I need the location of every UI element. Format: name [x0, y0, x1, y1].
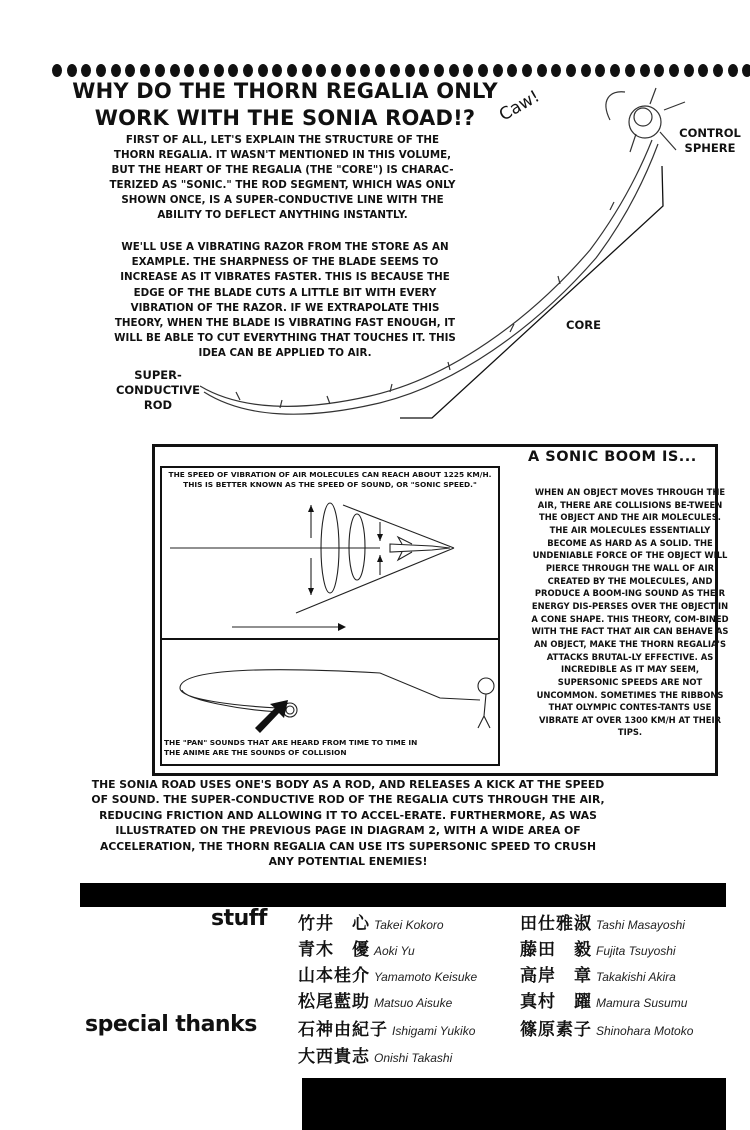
credit-entry: 竹井 心 Takei Kokoro — [298, 914, 444, 934]
credit-entry: 大西貴志 Onishi Takashi — [298, 1047, 453, 1067]
core-label: CORE — [566, 318, 601, 332]
super-conductive-rod-label: SUPER- CONDUCTIVE ROD — [115, 368, 201, 412]
pointer-arrow-icon — [255, 700, 288, 733]
credit-entry: 石神由紀子 Ishigami Yukiko — [298, 1020, 476, 1040]
conclusion-paragraph: THE SONIA ROAD USES ONE'S BODY AS A ROD, AND RELEASES A KICK AT THE SPEED OF SOUND. THE SUPER-CONDUCTIVE ROD OF THE REGALIA CUTS THROUGH THE AIR, REDUCING FRICTION AND ALLOWING IT TO ACCEL-ERATE. FURTHERMORE, AS WAS ILLUSTRATED ON THE PREVIOUS PAGE IN DIAGRAM 2, WITH A WIDE AREA OF ACCELERATION, THE THORN REGALIA CAN USE ITS SUPERSONIC SPEED TO CRUSH ANY POTENTIAL ENEMIES! — [91, 778, 605, 869]
credit-entry: 真村 躍 Mamura Susumu — [520, 992, 688, 1012]
jet-icon — [390, 537, 450, 560]
title-line-1: WHY DO THE THORN REGALIA ONLY — [72, 79, 498, 103]
speed-of-sound-caption: THE SPEED OF VIBRATION OF AIR MOLECULES CAN REACH ABOUT 1225 KM/H. THIS IS BETTER KNOWN AS THE SPEED OF SOUND, OR "SONIC SPEED." — [168, 470, 492, 489]
credit-entry: 青木 優 Aoki Yu — [298, 940, 415, 960]
black-bar-top — [80, 883, 726, 907]
sonic-boom-text: WHEN AN OBJECT MOVES THROUGH THE AIR, THERE ARE COLLISIONS BE-TWEEN THE OBJECT AND THE AIR MOLECULES. THE AIR MOLECULES ESSENTIALLY BECOME AS HARD AS A SOLID. THE UNDENIABLE FORCE OF THE OBJECT WILL PIERCE THROUGH THE WALL OF AIR CREATED BY THE MOLECULES, AND PRODUCE A BOOM-ING SOUND AS THEIR ENERGY DIS-PERSES OVER THE OBJECT IN A CONE SHAPE. THIS THEORY, COM-BINED WITH THE FACT THAT AIR CAN BEHAVE AS AN OBJECT, MAKE THE THORN REGALIA'S ATTACKS BRUTAL-LY EFFECTIVE. AS INCREDIBLE AS IT MAY SEEM, SUPERSONIC SPEEDS ARE NOT UNCOMMON. SOMETIMES THE RIBBONS THAT OLYMPIC CONTES-TANTS USE VIBRATE AT OVER 1300 KM/H AT THEIR TIPS. — [531, 487, 729, 738]
razor-paragraph: WE'LL USE A VIBRATING RAZOR FROM THE STORE AS AN EXAMPLE. THE SHARPNESS OF THE BLADE SEEMS TO INCREASE AS IT VIBRATES FASTER. THIS IS BECAUSE THE EDGE OF THE BLADE CUTS A LITTLE BIT WITH EVERY VIBRATION OF THE RAZOR. IF WE EXTRAPOLATE THIS THEORY, WHEN THE BLADE IS VIBRATING FAST ENOUGH, IT WILL BE ABLE TO CUT EVERYTHING THAT TOUCHES IT. THIS IDEA CAN BE APPLIED TO AIR. — [114, 241, 456, 360]
ribbon-loop — [180, 670, 480, 712]
credit-entry: 山本桂介 Yamamoto Keisuke — [298, 966, 478, 986]
intro-paragraph: FIRST OF ALL, LET'S EXPLAIN THE STRUCTURE OF THE THORN REGALIA. IT WASN'T MENTIONED IN THIS VOLUME, BUT THE HEART OF THE REGALIA (THE "CORE") IS CHARAC-TERIZED AS "SONIC." THE ROD SEGMENT, WHICH WAS ONLY SHOWN ONCE, IS A SUPER-CONDUCTIVE LINE WITH THE ABILITY TO DEFLECT ANYTHING INSTANTLY. — [109, 134, 456, 221]
special-thanks-heading: special thanks — [85, 1012, 257, 1037]
collision-caption: THE "PAN" SOUNDS THAT ARE HEARD FROM TIME TO TIME IN THE ANIME ARE THE SOUNDS OF COLLISION — [164, 738, 418, 757]
stuff-heading: stuff — [211, 906, 267, 931]
credit-entry: 松尾藍助 Matsuo Aisuke — [298, 992, 453, 1012]
stick-figure-head — [478, 678, 494, 694]
sonic-boom-title: A SONIC BOOM IS... — [528, 449, 697, 465]
black-bar-bottom — [302, 1078, 726, 1130]
control-sphere-label: CONTROL SPHERE — [679, 126, 741, 155]
credit-entry: 藤田 毅 Fujita Tsuyoshi — [520, 940, 676, 960]
credit-entry: 田仕雅淑 Tashi Masayoshi — [520, 914, 685, 934]
title-line-2: WORK WITH THE SONIA ROAD!? — [94, 106, 476, 130]
credit-entry: 高岸 章 Takakishi Akira — [520, 966, 676, 986]
credit-entry: 篠原素子 Shinohara Motoko — [520, 1020, 694, 1040]
caw-sfx: Caw! — [495, 86, 544, 126]
